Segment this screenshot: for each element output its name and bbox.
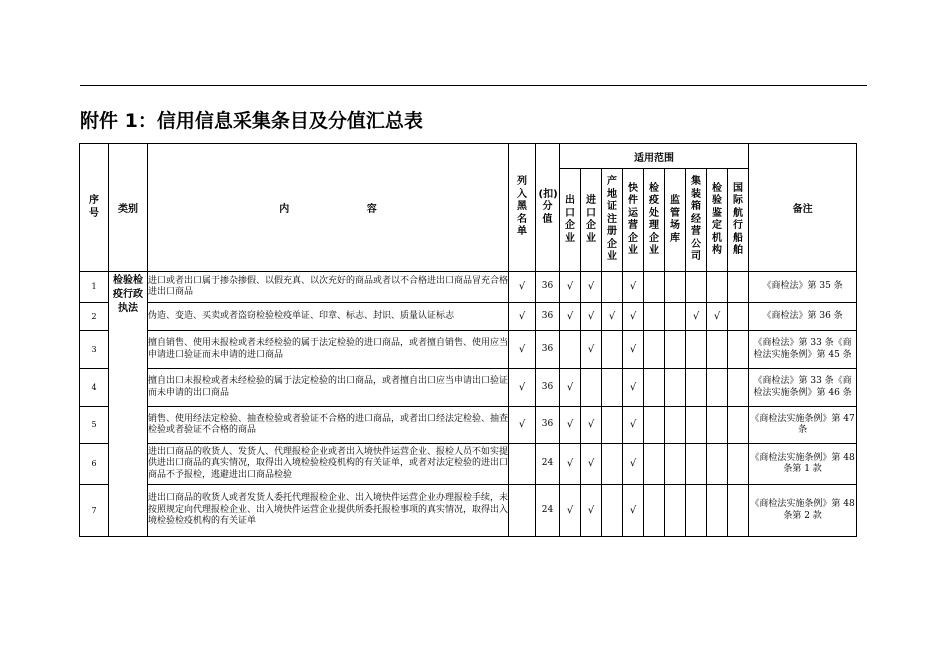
scope-col-import: 进口企业: [581, 169, 602, 272]
row-scope-cell: √: [560, 369, 581, 407]
table-row: [80, 303, 857, 331]
row-scope-cell: √: [560, 407, 581, 444]
table-row: [80, 485, 857, 537]
row-score: 24: [536, 485, 560, 537]
row-content: 擅自销售、使用未报检或者未经检验的属于法定检验的进口商品，或者擅自销售、使用应当申请进口验证而未申请的进口商品: [148, 331, 509, 369]
row-scope-cell: [602, 272, 623, 303]
row-scope-cell: √: [581, 407, 602, 444]
header-category: 类别: [109, 144, 148, 272]
row-scope-cell: [686, 272, 707, 303]
header-remarks: 备注: [749, 144, 857, 272]
row-score: 36: [536, 272, 560, 303]
scope-col-warehouse: 监管场库: [665, 169, 686, 272]
row-scope-cell: √: [560, 303, 581, 331]
row-scope-cell: [728, 444, 749, 485]
row-scope-cell: √: [560, 272, 581, 303]
header-score: (扣)分值: [536, 144, 560, 272]
row-seq: 5: [80, 407, 109, 444]
row-content: 伪造、变造、买卖或者盗窃检验检疫单证、印章、标志、封识、质量认证标志: [148, 303, 509, 331]
row-scope-cell: [686, 331, 707, 369]
scope-col-origin-cert: 产地证注册企业: [602, 169, 623, 272]
row-scope-cell: [644, 331, 665, 369]
row-scope-cell: [665, 369, 686, 407]
row-remarks: 《商检法实施条例》第 48 条第 1 款: [749, 444, 857, 485]
row-scope-cell: [665, 485, 686, 537]
row-scope-cell: [665, 444, 686, 485]
row-scope-cell: √: [581, 485, 602, 537]
row-blacklist: [509, 444, 536, 485]
row-scope-cell: [560, 331, 581, 369]
table-row: [80, 369, 857, 407]
row-scope-cell: √: [623, 407, 644, 444]
row-remarks: 《商检法实施条例》第 47 条: [749, 407, 857, 444]
row-content: 销售、使用经法定检验、抽查检验或者验证不合格的进口商品，或者出口经法定检验、抽查检验或者验证不合格的商品: [148, 407, 509, 444]
row-remarks: 《商检法实施条例》第 48 条第 2 款: [749, 485, 857, 537]
row-scope-cell: [728, 272, 749, 303]
row-score: 36: [536, 303, 560, 331]
row-scope-cell: [707, 407, 728, 444]
row-scope-cell: [644, 369, 665, 407]
row-scope-cell: [686, 444, 707, 485]
table-row: [80, 272, 857, 303]
row-scope-cell: [644, 407, 665, 444]
row-scope-cell: √: [707, 303, 728, 331]
row-seq: 3: [80, 331, 109, 369]
row-scope-cell: [707, 272, 728, 303]
row-scope-cell: √: [581, 331, 602, 369]
row-content: 进口或者出口属于掺杂掺假、以假充真、以次充好的商品或者以不合格进出口商品冒充合格进出口商品: [148, 272, 509, 303]
row-scope-cell: [728, 485, 749, 537]
row-scope-cell: [728, 407, 749, 444]
scope-col-quarantine: 检疫处理企业: [644, 169, 665, 272]
row-scope-cell: [665, 331, 686, 369]
row-scope-cell: [644, 444, 665, 485]
row-scope-cell: [644, 272, 665, 303]
row-scope-cell: [665, 272, 686, 303]
row-scope-cell: [644, 485, 665, 537]
row-scope-cell: [665, 407, 686, 444]
row-scope-cell: [644, 303, 665, 331]
category-label: 检验检疫行政执法: [113, 275, 143, 314]
top-rule: [80, 85, 867, 86]
row-remarks: 《商检法》第 33 条《商检法实施条例》第 46 条: [749, 369, 857, 407]
row-scope-cell: [602, 485, 623, 537]
row-category: [109, 272, 148, 537]
header-scope: 适用范围: [560, 144, 749, 169]
row-scope-cell: [665, 303, 686, 331]
row-scope-cell: [581, 369, 602, 407]
header-seq: 序号: [80, 144, 109, 272]
row-scope-cell: [707, 485, 728, 537]
row-scope-cell: [602, 444, 623, 485]
row-scope-cell: [602, 331, 623, 369]
row-seq: 2: [80, 303, 109, 331]
row-seq: 7: [80, 485, 109, 537]
row-score: 36: [536, 407, 560, 444]
row-scope-cell: [686, 407, 707, 444]
row-scope-cell: √: [623, 444, 644, 485]
row-blacklist: √: [509, 407, 536, 444]
scope-col-express: 快件运营企业: [623, 169, 644, 272]
row-content: 进出口商品的收货人或者发货人委托代理报检企业、出入境快件运营企业办理报检手续，未按照规定向代理报检企业、出入境快件运营企业提供所委托报检事项的真实情况，取得出入境检验检疫机构的有关证单: [148, 485, 509, 537]
row-scope-cell: √: [623, 369, 644, 407]
scope-col-export: 出口企业: [560, 169, 581, 272]
row-content: 擅自出口未报检或者未经检验的属于法定检验的出口商品，或者擅自出口应当申请出口验证而未申请的出口商品: [148, 369, 509, 407]
row-blacklist: √: [509, 272, 536, 303]
row-scope-cell: [686, 369, 707, 407]
row-score: 36: [536, 369, 560, 407]
row-score: 24: [536, 444, 560, 485]
row-scope-cell: [707, 444, 728, 485]
scope-col-container: 集装箱经营公司: [686, 169, 707, 272]
row-scope-cell: √: [560, 444, 581, 485]
row-scope-cell: √: [560, 485, 581, 537]
row-scope-cell: [728, 369, 749, 407]
row-scope-cell: [602, 369, 623, 407]
row-scope-cell: √: [686, 303, 707, 331]
row-remarks: 《商检法》第 33 条《商检法实施条例》第 45 条: [749, 331, 857, 369]
row-scope-cell: √: [602, 303, 623, 331]
row-seq: 6: [80, 444, 109, 485]
row-scope-cell: √: [623, 485, 644, 537]
row-content: 进出口商品的收货人、发货人、代理报检企业或者出入境快件运营企业、报检人员不如实提供进出口商品的真实情况，取得出入境检验检疫机构的有关证单，或者对法定检验的进出口商品不予报检，逃避进出口商品检验: [148, 444, 509, 485]
header-content: 内 容: [148, 144, 509, 272]
row-scope-cell: √: [581, 272, 602, 303]
scope-col-inspection-agency: 检验鉴定机构: [707, 169, 728, 272]
row-scope-cell: [602, 407, 623, 444]
row-scope-cell: √: [581, 303, 602, 331]
scope-col-vessel: 国际航行船舶: [728, 169, 749, 272]
row-score: 36: [536, 331, 560, 369]
row-scope-cell: √: [623, 331, 644, 369]
row-remarks: 《商检法》第 36 条: [749, 303, 857, 331]
row-scope-cell: [707, 369, 728, 407]
table-header: [80, 144, 857, 272]
table-body: [80, 272, 857, 537]
row-scope-cell: √: [623, 303, 644, 331]
row-blacklist: √: [509, 331, 536, 369]
row-scope-cell: [686, 485, 707, 537]
row-seq: 1: [80, 272, 109, 303]
row-blacklist: [509, 485, 536, 537]
header-blacklist: 列入黑名单: [509, 144, 536, 272]
row-scope-cell: [728, 331, 749, 369]
table-row: [80, 444, 857, 485]
table-row: [80, 407, 857, 444]
row-remarks: 《商检法》第 35 条: [749, 272, 857, 303]
page-title: 附件 1：信用信息采集条目及分值汇总表: [80, 110, 423, 132]
row-scope-cell: √: [581, 444, 602, 485]
row-scope-cell: [707, 331, 728, 369]
credit-summary-table: [79, 143, 857, 537]
row-scope-cell: √: [623, 272, 644, 303]
table-row: [80, 331, 857, 369]
row-seq: 4: [80, 369, 109, 407]
row-blacklist: √: [509, 303, 536, 331]
row-blacklist: √: [509, 369, 536, 407]
row-scope-cell: [728, 303, 749, 331]
